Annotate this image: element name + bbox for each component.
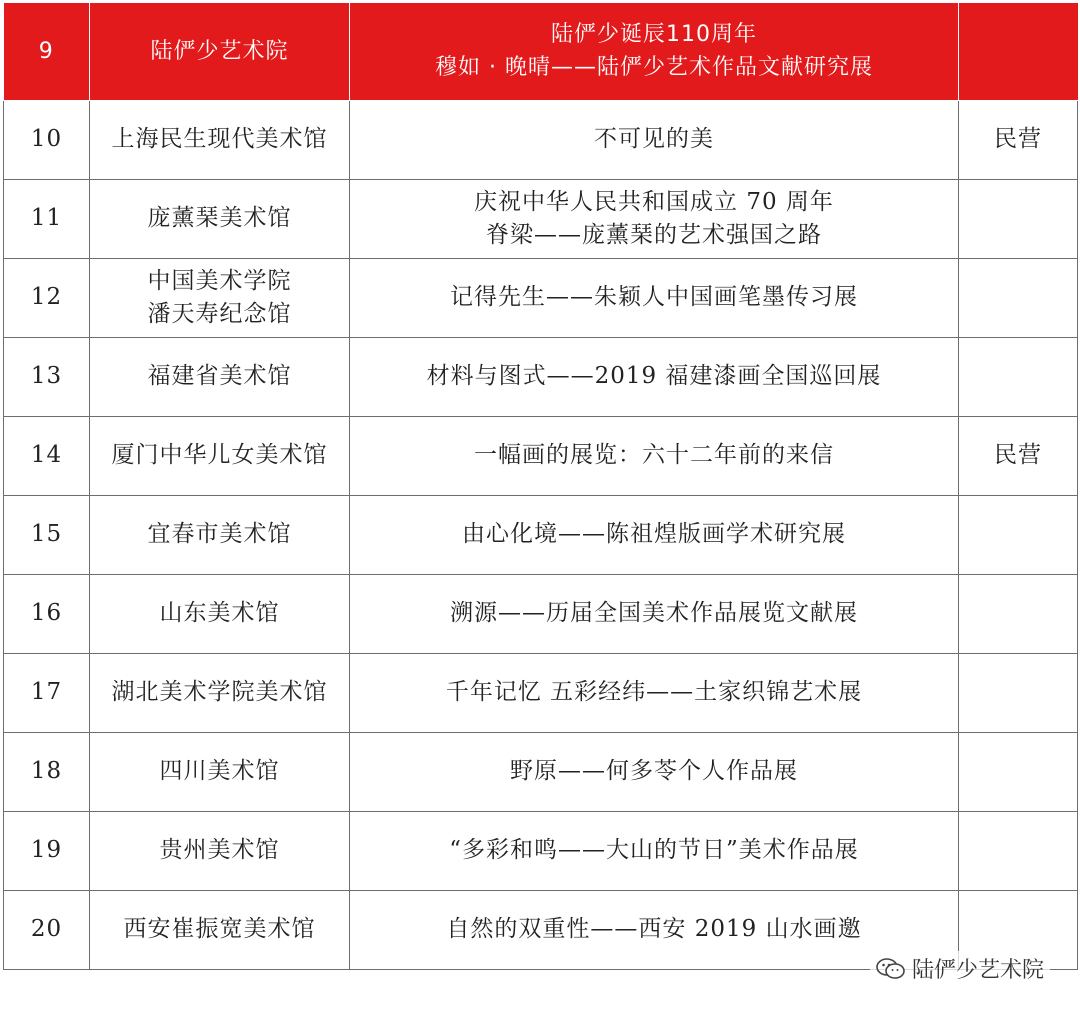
table-row	[4, 258, 1078, 337]
row-number: 14	[4, 416, 90, 495]
venue-cell	[90, 890, 350, 969]
type-cell	[959, 574, 1078, 653]
row-number: 13	[4, 337, 90, 416]
table-row	[4, 100, 1078, 179]
exhibition-cell-line: 庆祝中华人民共和国成立 70 周年	[474, 188, 834, 215]
exhibition-cell-line: 不可见的美	[594, 126, 714, 152]
table-body	[4, 3, 1078, 969]
venue-cell	[90, 732, 350, 811]
exhibition-cell-line: 自然的双重性——西安 2019 山水画邀	[446, 916, 862, 942]
header-row	[4, 3, 1078, 100]
table-row	[4, 416, 1078, 495]
row-number: 19	[4, 811, 90, 890]
exhibition-cell-line: 千年记忆 五彩经纬——土家织锦艺术展	[445, 679, 863, 705]
header-no: 9	[4, 3, 90, 100]
wechat-icon	[876, 957, 906, 981]
venue-cell-line: 福建省美术馆	[147, 363, 292, 389]
venue-cell-line: 厦门中华儿女美术馆	[111, 442, 328, 468]
venue-cell	[90, 337, 350, 416]
type-cell	[959, 337, 1078, 416]
table-row	[4, 732, 1078, 811]
exhibition-cell-line: 脊梁——庞薰琹的艺术强国之路	[486, 221, 822, 248]
type-cell	[959, 179, 1078, 258]
header-venue: 陆俨少艺术院	[90, 3, 350, 100]
header-exhibition-line: 陆俨少诞辰110周年	[551, 22, 757, 48]
venue-cell-line: 湖北美术学院美术馆	[111, 679, 328, 705]
type-cell	[959, 653, 1078, 732]
table-row	[4, 337, 1078, 416]
row-number: 11	[4, 179, 90, 258]
watermark-text: 陆俨少艺术院	[911, 958, 1044, 983]
exhibition-cell	[350, 653, 959, 732]
row-number: 17	[4, 653, 90, 732]
exhibition-cell	[350, 100, 959, 179]
exhibition-cell-line: 一幅画的展览：六十二年前的来信	[474, 442, 834, 468]
exhibition-cell-line: 溯源——历届全国美术作品展览文献展	[450, 600, 858, 626]
venue-cell-line: 宜春市美术馆	[147, 521, 292, 547]
table-row	[4, 495, 1078, 574]
venue-cell-line: 四川美术馆	[159, 758, 280, 784]
venue-cell	[90, 258, 350, 337]
exhibition-cell	[350, 416, 959, 495]
row-number: 15	[4, 495, 90, 574]
header-type	[959, 3, 1078, 100]
header-exhibition-line: 穆如 · 晚晴——陆俨少艺术作品文献研究展	[435, 55, 873, 81]
exhibition-cell	[350, 574, 959, 653]
row-number: 20	[4, 890, 90, 969]
type-cell: 民营	[959, 416, 1078, 495]
row-number: 12	[4, 258, 90, 337]
venue-cell	[90, 495, 350, 574]
exhibition-table	[3, 3, 1078, 970]
venue-cell-line: 贵州美术馆	[159, 837, 280, 863]
venue-cell-line: 山东美术馆	[159, 600, 280, 626]
venue-cell	[90, 416, 350, 495]
venue-cell-line: 潘天寿纪念馆	[147, 300, 292, 327]
exhibition-cell-line: 材料与图式——2019 福建漆画全国巡回展	[426, 363, 882, 389]
exhibition-cell	[350, 732, 959, 811]
watermark	[870, 951, 1050, 986]
header-exhibition	[350, 3, 959, 100]
venue-cell-line: 庞薰琹美术馆	[147, 205, 292, 231]
venue-cell-line: 中国美术学院	[147, 267, 292, 294]
table-row	[4, 653, 1078, 732]
table-row	[4, 574, 1078, 653]
exhibition-cell	[350, 179, 959, 258]
exhibition-cell	[350, 337, 959, 416]
table-row	[4, 179, 1078, 258]
exhibition-cell	[350, 890, 959, 969]
type-cell: 民营	[959, 100, 1078, 179]
type-cell	[959, 732, 1078, 811]
type-cell	[959, 811, 1078, 890]
exhibition-cell-line: “多彩和鸣——大山的节日”美术作品展	[449, 837, 859, 863]
exhibition-cell-line: 记得先生——朱颖人中国画笔墨传习展	[450, 284, 858, 310]
exhibition-cell	[350, 258, 959, 337]
venue-cell-line: 西安崔振宽美术馆	[123, 916, 316, 942]
venue-cell	[90, 100, 350, 179]
venue-cell-line: 上海民生现代美术馆	[111, 126, 328, 152]
venue-cell	[90, 811, 350, 890]
row-number: 18	[4, 732, 90, 811]
table-row	[4, 811, 1078, 890]
exhibition-cell-line: 野原——何多苓个人作品展	[510, 758, 798, 784]
venue-cell	[90, 179, 350, 258]
type-cell	[959, 495, 1078, 574]
row-number: 16	[4, 574, 90, 653]
exhibition-cell	[350, 811, 959, 890]
venue-cell	[90, 574, 350, 653]
exhibition-cell	[350, 495, 959, 574]
exhibition-cell-line: 由心化境——陈祖煌版画学术研究展	[462, 521, 846, 547]
row-number: 10	[4, 100, 90, 179]
venue-cell	[90, 653, 350, 732]
type-cell	[959, 258, 1078, 337]
